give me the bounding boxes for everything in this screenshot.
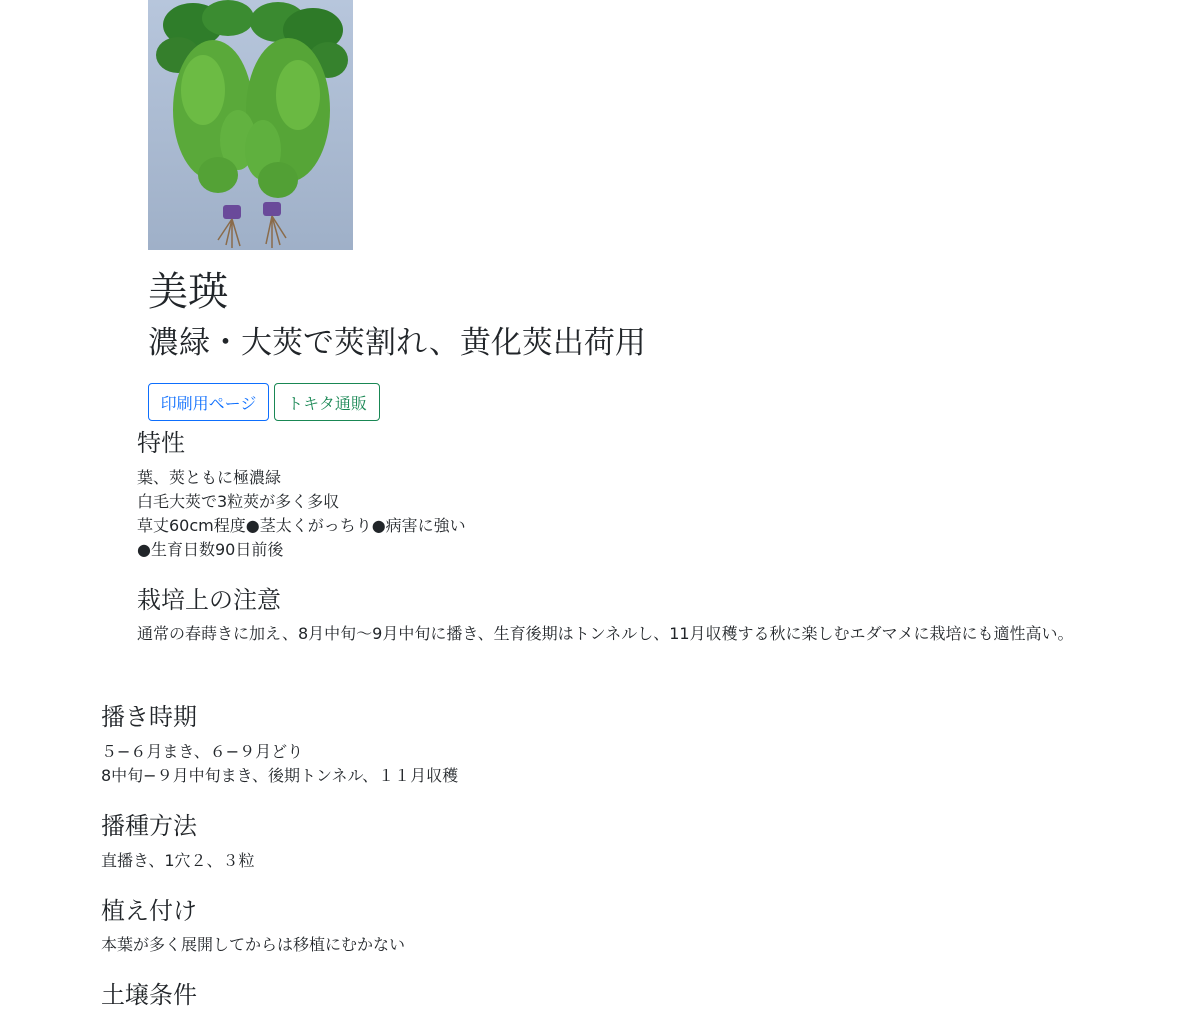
planting-text: 本葉が多く展開してからは移植にむかない [101, 935, 406, 954]
feature-line: 白毛大莢で3粒莢が多く多収 [137, 492, 340, 511]
tokita-shop-button[interactable]: トキタ通販 [274, 383, 380, 421]
print-page-button[interactable]: 印刷用ページ [148, 383, 269, 421]
cultivation-notes-text: 通常の春蒔きに加え、8月中旬〜9月中旬に播き、生育後期はトンネルし、11月収穫する秋に楽しむエダマメに栽培にも適性高い。 [137, 624, 1074, 643]
sowing-period-heading: 播き時期 [101, 703, 197, 731]
sowing-method-heading: 播種方法 [101, 812, 197, 840]
feature-line: 草丈60cm程度●茎太くがっちり●病害に強い [137, 516, 466, 535]
product-name: 美瑛 [148, 269, 228, 315]
features-heading: 特性 [137, 429, 185, 457]
soil-heading: 土壌条件 [101, 981, 197, 1009]
feature-line: ●生育日数90日前後 [137, 540, 284, 559]
feature-line: 葉、莢ともに極濃緑 [137, 468, 282, 487]
sowing-method-text: 直播き、1穴２、３粒 [101, 851, 255, 870]
cultivation-notes-heading: 栽培上の注意 [137, 586, 281, 614]
planting-heading: 植え付け [101, 897, 197, 925]
sowing-period-line: 8中旬−９月中旬まき、後期トンネル、１１月収穫 [101, 766, 459, 785]
sowing-period-line: ５−６月まき、６−９月どり [101, 742, 304, 761]
product-photo [148, 0, 353, 250]
product-catchphrase: 濃緑・大莢で莢割れ、黄化莢出荷用 [148, 325, 646, 361]
